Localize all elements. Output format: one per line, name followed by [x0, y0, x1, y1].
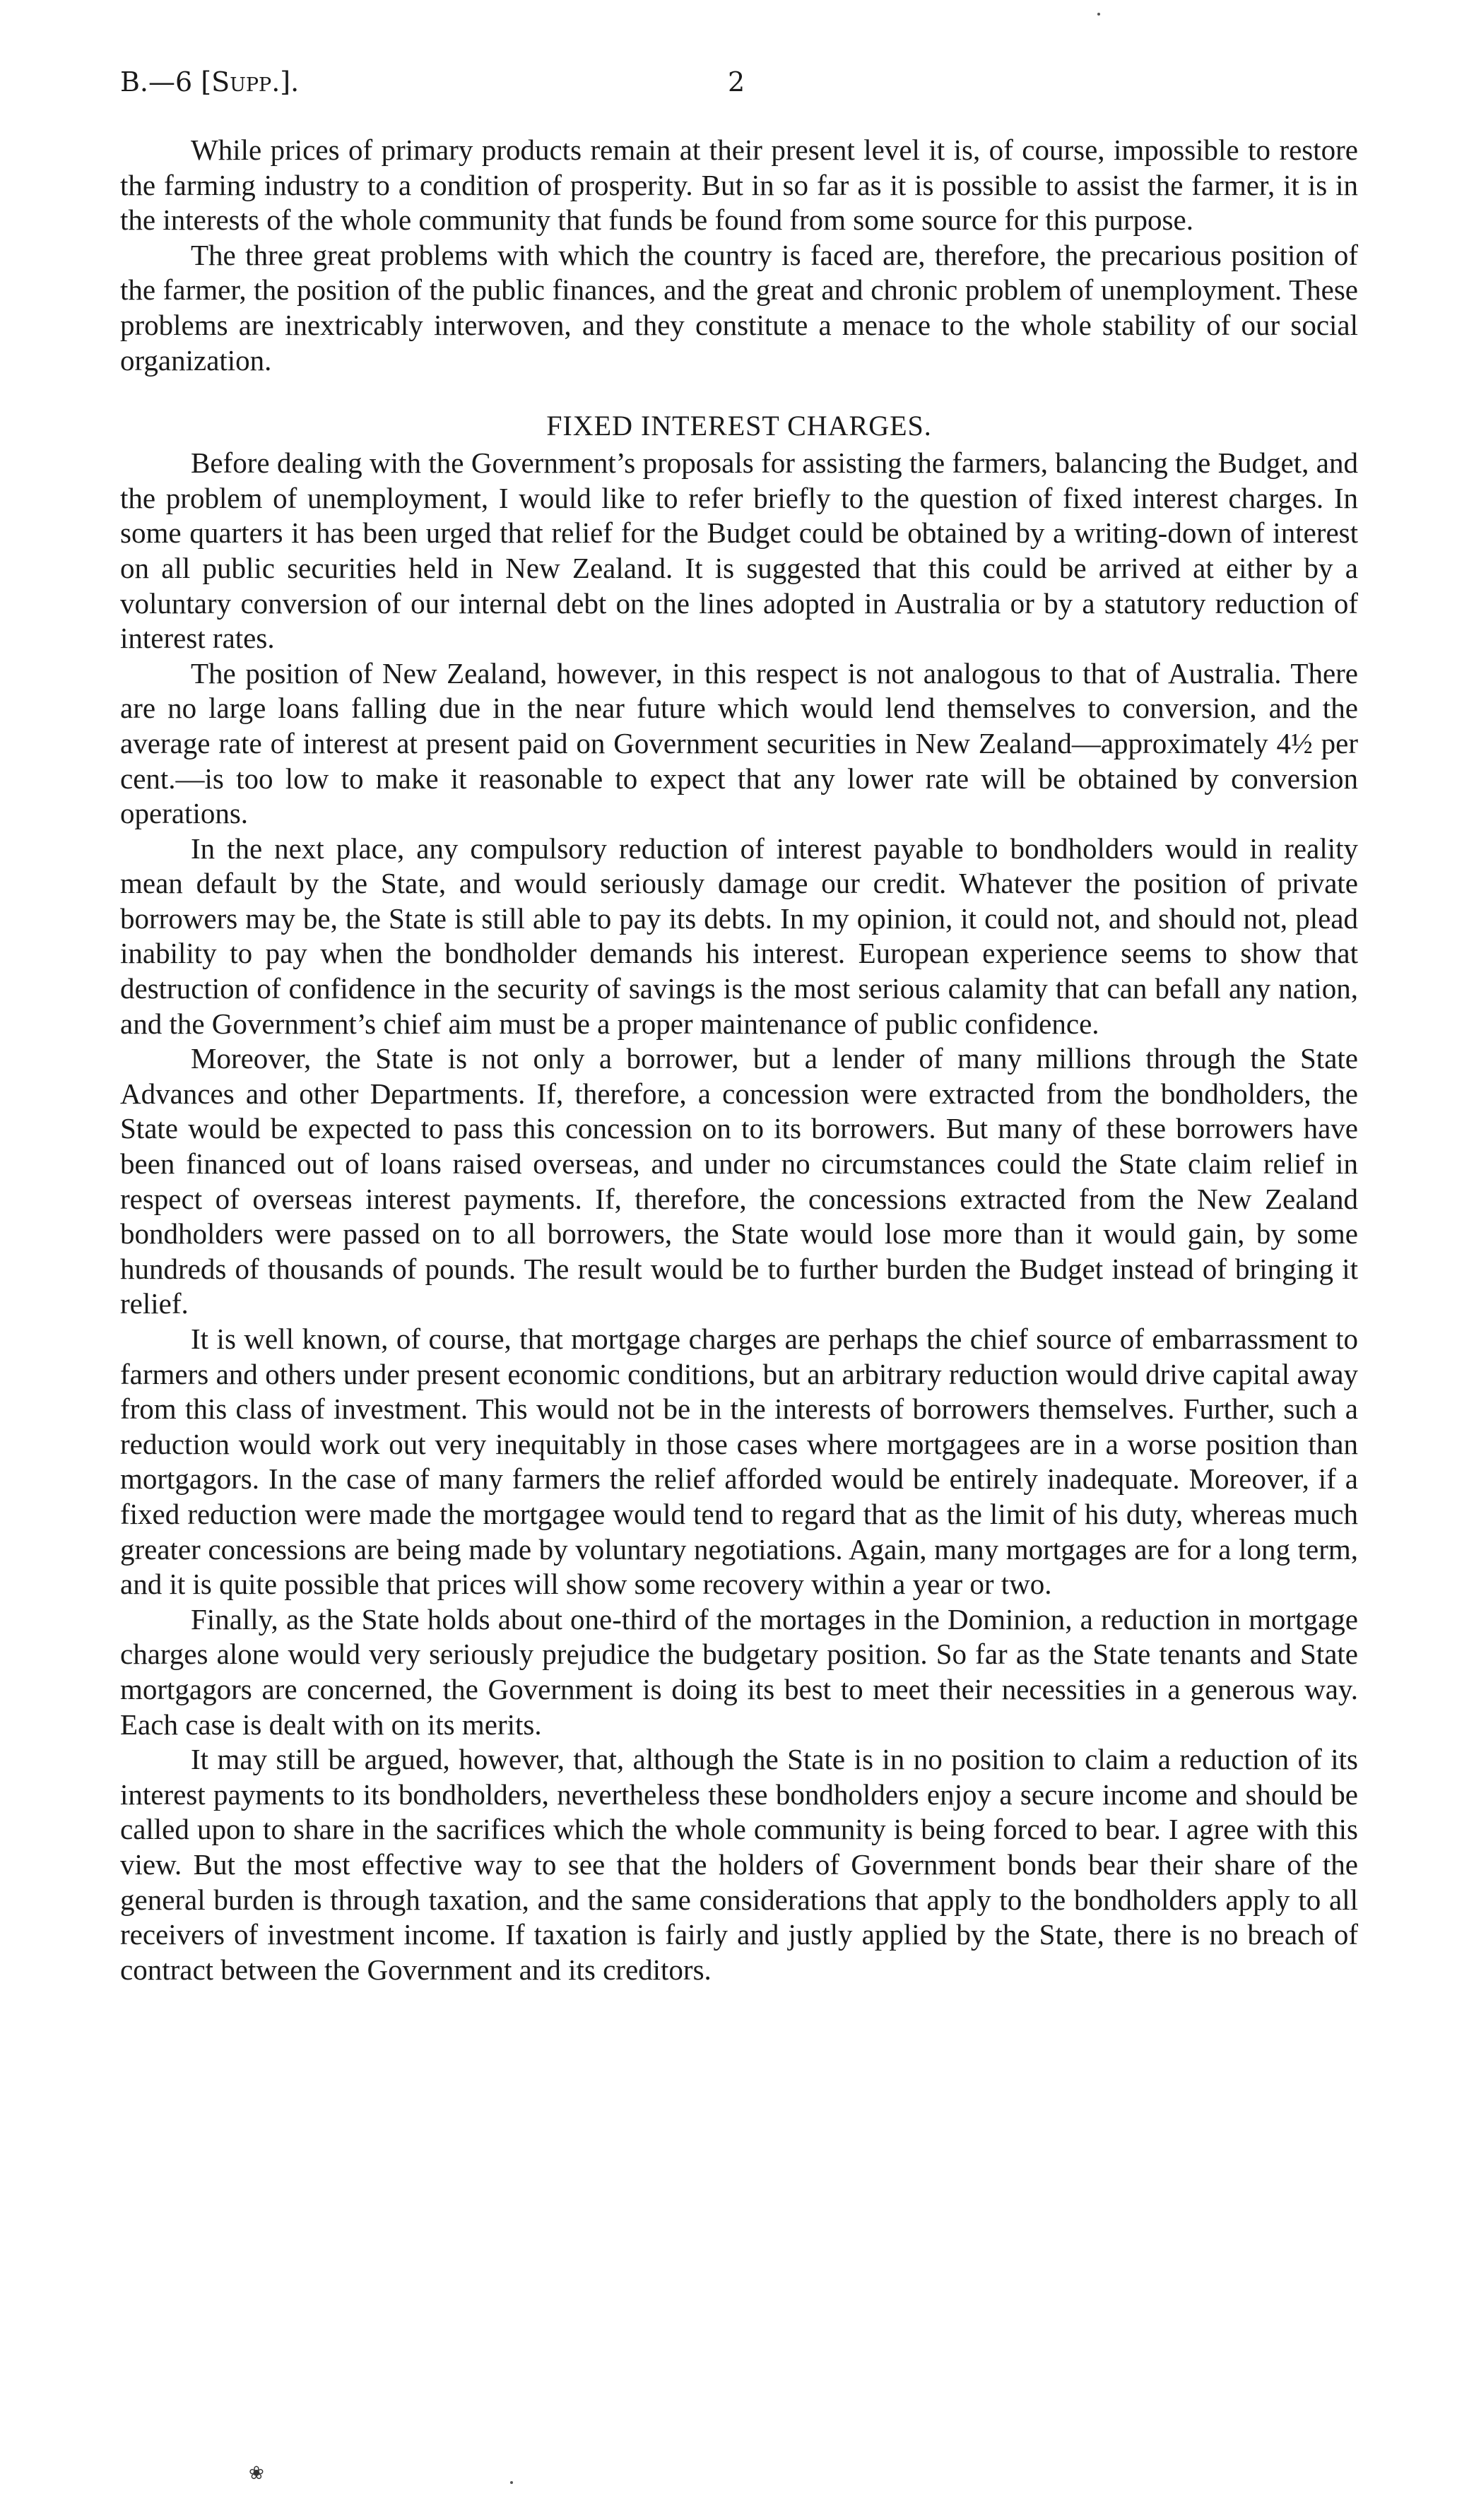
ink-blot-mark: ❀ [249, 2463, 264, 2484]
page-header [120, 61, 1357, 103]
paragraph: The three great problems with which the country is faced are, therefore, the precarious position of the farmer, the position of the public finances, and the great and chronic problem of unemployment. These problems are inextricably interwoven, and they constitute a menace to the whole stability of our social organization. [120, 238, 1358, 377]
page-number: 2 [728, 66, 745, 97]
paragraph: Before dealing with the Government’s proposals for assisting the farmers, balancing the Budget, and the problem of unemployment, I would like to refer briefly to the question of fixed interest charges. In some quarters it has been urged that relief for the Budget could be obtained by a writing-down of interest on all public securities held in New Zealand. It is suggested that this could be arrived at either by a voluntary conversion of our internal debt on the lines adopted in Australia or by a statutory reduction of interest rates. [120, 446, 1358, 655]
paragraph: While prices of primary products remain at their present level it is, of course, impossible to restore the farming industry to a condition of prosperity. But in so far as it is possible to assist the farmer, it is in the interests of the whole community that funds be found from some source for this purpose. [120, 134, 1358, 237]
paragraph: It is well known, of course, that mortgage charges are perhaps the chief source of embarrassment to farmers and others under present economic conditions, but an arbitrary reduction would drive capital away from this class of investment. This would not be in the interests of borrowers themselves. Further, such a reduction would work out very inequitably in those cases where mortgagees are in a worse position than mortgagors. In the case of many farmers the relief afforded would be entirely inadequate. Moreover, if a fixed reduction were made the mortgagee would tend to regard that as the limit of his duty, whereas much greater concessions are being made by voluntary negotiations. Again, many mortgages are for a long term, and it is quite possible that prices will show some recovery within a year or two. [120, 1323, 1358, 1601]
print-speck [1097, 13, 1100, 16]
paragraph: It may still be argued, however, that, although the State is in no position to claim a reduction of its interest payments to its bondholders, nevertheless these bondholders enjoy a secure income and should be called upon to share in the sacrifices which the whole community is being forced to bear. I agree with this view. But the most effective way to see that the holders of Government bonds bear their share of the general burden is through taxation, and the same considerations that apply to the bondholders apply to all receivers of investment income. If taxation is fairly and justly applied by the State, there is no breach of contract between the Government and its creditors. [120, 1743, 1358, 1986]
section-heading: FIXED INTEREST CHARGES. [546, 410, 932, 442]
paragraph: Finally, as the State holds about one-third of the mortages in the Dominion, a reduction in mortgage charges alone would very seriously prejudice the budgetary position. So far as the State tenants and State mortgagors are concerned, the Government is doing its best to meet their necessities in a generous way. Each case is dealt with on its merits. [120, 1602, 1358, 1741]
paragraph: The position of New Zealand, however, in this respect is not analogous to that of Australia. There are no large loans falling due in the near future which would lend themselves to conversion, and the average rate of interest at present paid on Government securities in New Zealand—approximately 4½ per cent.—is too low to make it reasonable to expect that any lower rate will be obtained by conversion operations. [120, 656, 1358, 830]
paragraph: Moreover, the State is not only a borrower, but a lender of many millions through the State Advances and other Departments. If, therefore, a concession were extracted from the bondholders, the State would be expected to pass this concession on to its borrowers. But many of these borrowers have been financed out of loans raised overseas, and under no circumstances could the State claim relief in respect of overseas interest payments. If, therefore, the concessions extracted from the New Zealand bondholders were passed on to all borrowers, the State would lose more than it would gain, by some hundreds of thousands of pounds. The result would be to further burden the Budget instead of bringing it relief. [120, 1042, 1358, 1320]
paragraph: In the next place, any compulsory reduction of interest payable to bondholders would in reality mean default by the State, and would seriously damage our credit. Whatever the position of private borrowers may be, the State is still able to pay its debts. In my opinion, it could not, and should not, plead inability to pay when the bondholder demands his interest. European experience seems to show that destruction of confidence in the security of savings is the most serious calamity that can befall any nation, and the Government’s chief aim must be a proper maintenance of public confidence. [120, 832, 1358, 1040]
document-reference: B.—6 [Supp.]. [120, 66, 300, 97]
body-text [120, 133, 1358, 1987]
print-speck [510, 2481, 513, 2484]
